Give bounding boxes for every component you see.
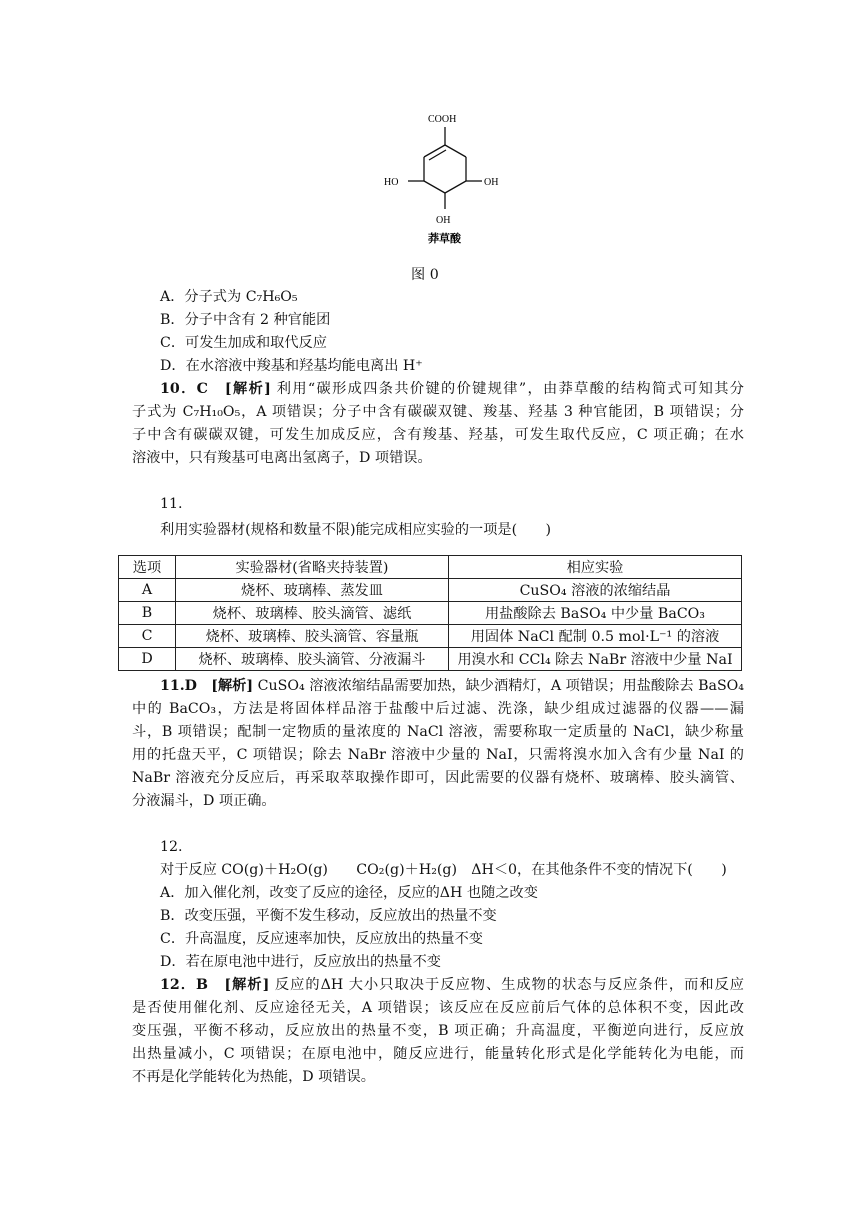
q12-option-a: A．加入催化剂，改变了反应的途径，反应的ΔH 也随之改变 xyxy=(160,885,538,901)
q12-option-b: B．改变压强，平衡不发生移动，反应放出的热量不变 xyxy=(160,908,497,924)
q12-explanation-2: 变压强，平衡不移动，反应放出的热量不变，B 项正确；升高温度，平衡逆向进行，反应放 xyxy=(132,1023,744,1039)
q11-explanation-4: NaBr 溶液充分反应后，再采取萃取操作即可，因此需要的仪器有烧杯、玻璃棒、胶头滴管、 xyxy=(132,770,744,786)
compound-name: 莽草酸 xyxy=(428,233,461,245)
q12-explanation-1: 是否使用催化剂、反应途径无关，A 项错误；该反应在反应前后气体的总体积不变，因此改 xyxy=(132,1000,744,1016)
q11-explanation-line xyxy=(160,676,744,696)
table-header-row xyxy=(119,556,742,579)
table-cell: 用盐酸除去 BaSO₄ 中少量 BaCO₃ xyxy=(449,602,742,625)
table-cell: 用溴水和 CCl₄ 除去 NaBr 溶液中少量 NaI xyxy=(449,648,742,671)
table-header: 选项 xyxy=(119,556,176,579)
q12-answer-label: 12．B [解析] xyxy=(160,977,270,993)
q11-explanation-2: 斗，B 项错误；配制一定物质的量浓度的 NaCl 溶液，需要称取一定质量的 NaCl，缺少称量 xyxy=(132,724,744,740)
table-cell: 用固体 NaCl 配制 0.5 mol·L⁻¹ 的溶液 xyxy=(449,625,742,648)
table-cell: 烧杯、玻璃棒、蒸发皿 xyxy=(176,579,449,602)
q10-option-b: B．分子中含有 2 种官能团 xyxy=(160,312,331,328)
oh-bottom-label: OH xyxy=(436,215,451,226)
q12-explanation-4: 不再是化学能转化为热能，D 项错误。 xyxy=(132,1069,375,1085)
ho-left-label: HO xyxy=(384,177,399,188)
q11-answer-label: 11.D [解析] xyxy=(160,678,254,694)
q10-explanation-3: 溶液中，只有羧基可电离出氢离子，D 项错误。 xyxy=(132,450,432,466)
q12-explanation-0: 反应的ΔH 大小只取决于反应物、生成物的状态与反应条件，而和反应 xyxy=(274,977,744,993)
table-cell: A xyxy=(119,579,176,602)
table-cell: 烧杯、玻璃棒、胶头滴管、容量瓶 xyxy=(176,625,449,648)
table-cell: CuSO₄ 溶液的浓缩结晶 xyxy=(449,579,742,602)
q11-stem: 利用实验器材(规格和数量不限)能完成相应实验的一项是( ) xyxy=(160,522,552,538)
figure-caption: 图 0 xyxy=(411,267,439,283)
q10-option-c: C．可发生加成和取代反应 xyxy=(160,335,327,351)
table-row xyxy=(119,648,742,671)
table-row xyxy=(119,602,742,625)
q12-number: 12. xyxy=(160,839,183,855)
q10-explanation-0: 利用“碳形成四条共价键的价键规律”，由莽草酸的结构简式可知其分 xyxy=(276,381,744,397)
table-cell: 烧杯、玻璃棒、胶头滴管、滤纸 xyxy=(176,602,449,625)
oh-right-label: OH xyxy=(484,177,499,188)
table-cell: 烧杯、玻璃棒、胶头滴管、分液漏斗 xyxy=(176,648,449,671)
table-header: 相应实验 xyxy=(449,556,742,579)
table-cell: B xyxy=(119,602,176,625)
cooh-label: COOH xyxy=(428,114,457,125)
table-cell: D xyxy=(119,648,176,671)
q11-explanation-1: 中的 BaCO₃，方法是将固体样品溶于盐酸中后过滤、洗涤，缺少组成过滤器的仪器——漏 xyxy=(132,701,744,717)
q12-option-d: D．若在原电池中进行，反应放出的热量不变 xyxy=(160,954,441,970)
table-cell: C xyxy=(119,625,176,648)
q12-explanation-line xyxy=(160,975,744,995)
table-row xyxy=(119,625,742,648)
q10-answer-label: 10．C [解析] xyxy=(160,381,271,397)
q11-explanation-0: CuSO₄ 溶液浓缩结晶需要加热，缺少酒精灯，A 项错误；用盐酸除去 BaSO₄ xyxy=(257,678,744,694)
q11-number: 11. xyxy=(160,496,183,512)
table-header: 实验器材(省略夹持装置) xyxy=(176,556,449,579)
shikimic-acid-structure xyxy=(370,105,520,250)
q10-explanation-2: 子中含有碳碳双键，可发生加成反应，含有羧基、羟基，可发生取代反应，C 项正确；在水 xyxy=(132,427,744,443)
q12-explanation-3: 出热量减小，C 项错误；在原电池中，随反应进行，能量转化形式是化学能转化为电能，而 xyxy=(132,1046,744,1062)
q10-explanation-1: 子式为 C₇H₁₀O₅，A 项错误；分子中含有碳碳双键、羧基、羟基 3 种官能团，B 项错误；分 xyxy=(132,404,744,420)
q11-explanation-5: 分液漏斗，D 项正确。 xyxy=(132,793,276,809)
q12-stem: 对于反应 CO(g)＋H₂O(g) CO₂(g)＋H₂(g) ΔH＜0，在其他条件不变的情况下( ) xyxy=(160,862,727,878)
q11-explanation-3: 用的托盘天平，C 项错误；除去 NaBr 溶液中少量的 NaI，只需将溴水加入含有少量 NaI 的 xyxy=(132,747,744,763)
q10-option-d: D．在水溶液中羧基和羟基均能电离出 H⁺ xyxy=(160,358,423,374)
q10-option-a: A．分子式为 C₇H₆O₅ xyxy=(160,289,298,305)
q10-explanation-line xyxy=(160,379,744,399)
q11-table xyxy=(118,555,742,671)
table-row xyxy=(119,579,742,602)
q12-option-c: C．升高温度，反应速率加快，反应放出的热量不变 xyxy=(160,931,483,947)
